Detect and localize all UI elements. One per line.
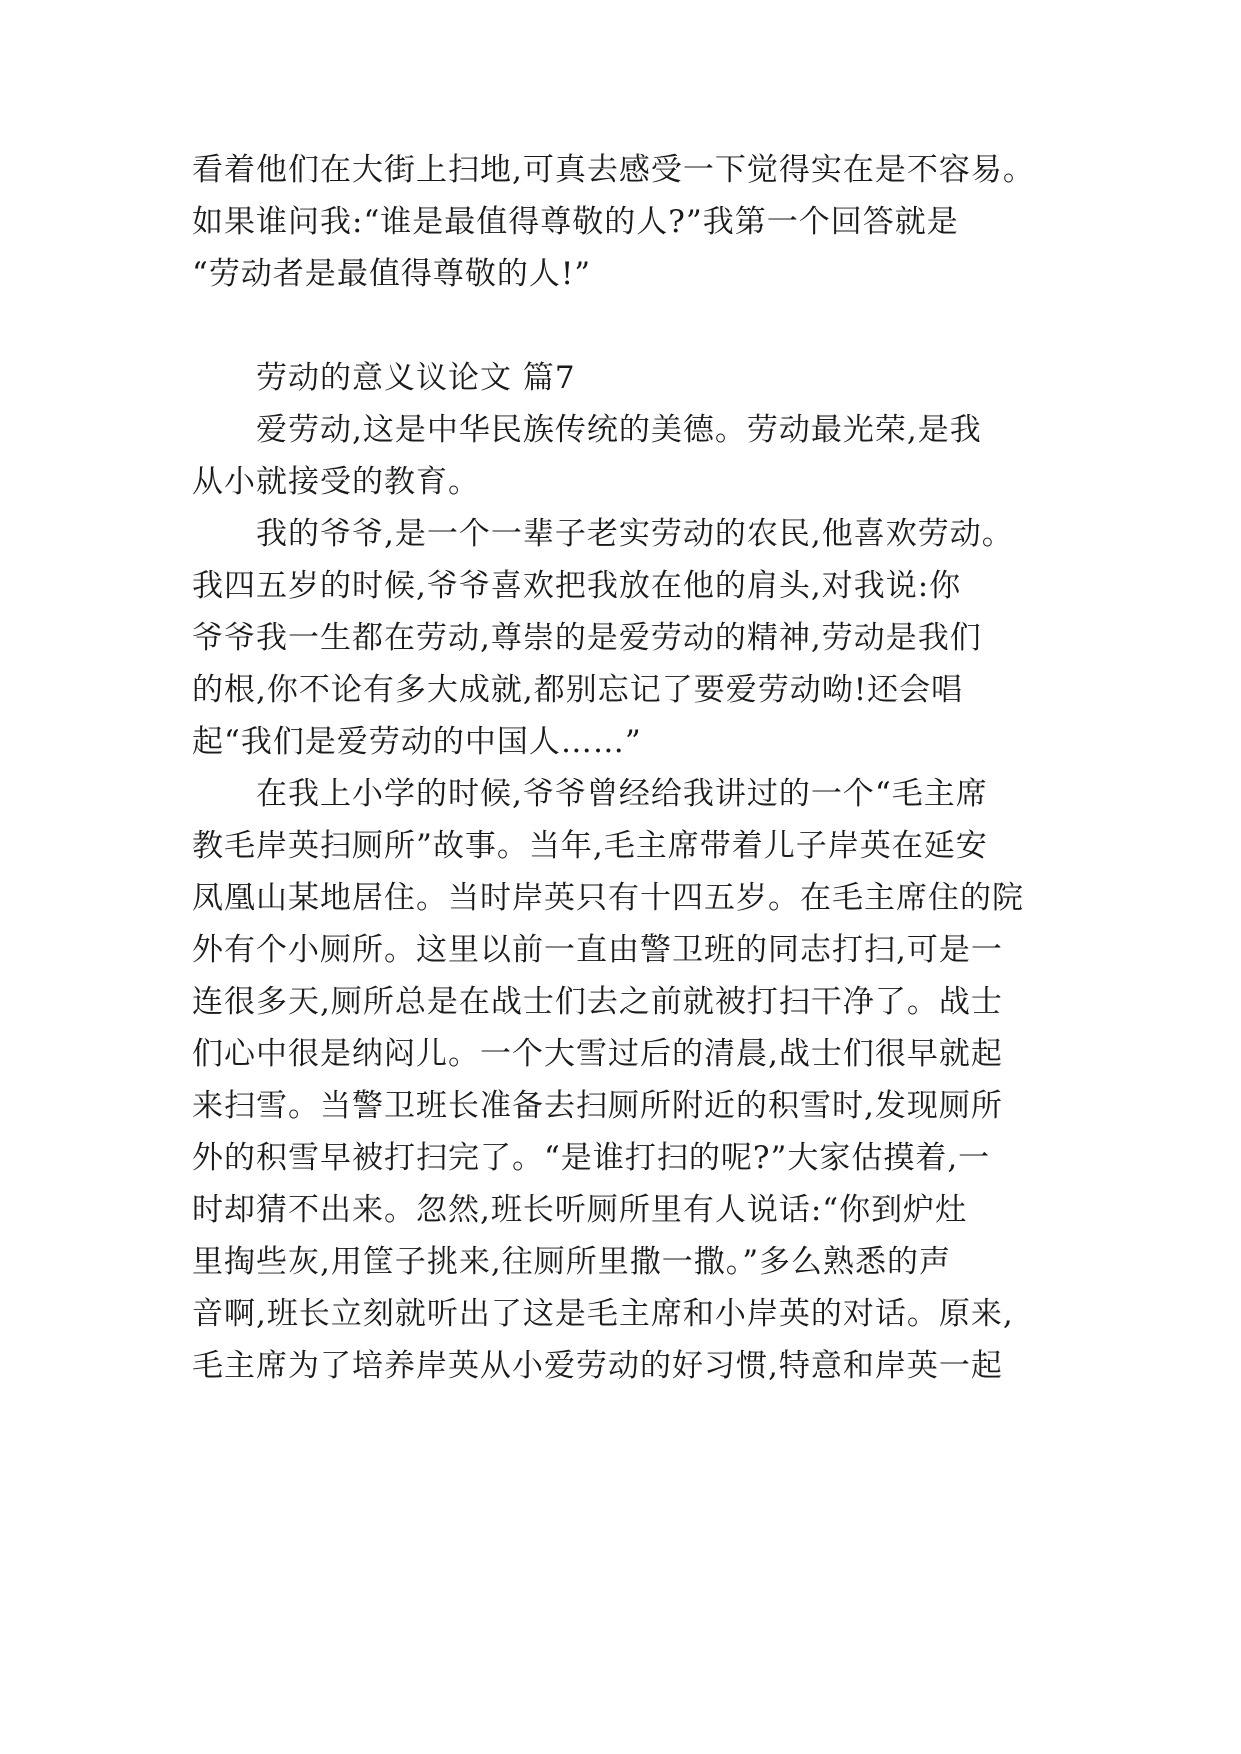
text-line: 我的爷爷,是一个一辈子老实劳动的农民,他喜欢劳动。 <box>256 516 1014 552</box>
text-line: 的根,你不论有多大成就,都别忘记了要爱劳动呦!还会唱 <box>192 672 964 708</box>
text-line: 如果谁问我:“谁是最值得尊敬的人?”我第一个回答就是 <box>192 204 959 240</box>
text-line: 外有个小厕所。这里以前一直由警卫班的同志打扫,可是一 <box>192 932 1003 968</box>
text-line: “劳动者是最值得尊敬的人!” <box>192 256 592 292</box>
text-line: 外的积雪早被打扫完了。“是谁打扫的呢?”大家估摸着,一 <box>192 1140 991 1176</box>
text-line: 里掏些灰,用筐子挑来,往厕所里撒一撒。”多么熟悉的声 <box>192 1244 952 1280</box>
text-line: 连很多天,厕所总是在战士们去之前就被打扫干净了。战士 <box>192 984 1003 1020</box>
text-line: 爷爷我一生都在劳动,尊崇的是爱劳动的精神,劳动是我们 <box>192 620 982 656</box>
text-line: 在我上小学的时候,爷爷曾经给我讲过的一个“毛主席 <box>256 776 988 812</box>
text-line: 凤凰山某地居住。当时岸英只有十四五岁。在毛主席住的院 <box>192 880 1024 916</box>
text-line: 音啊,班长立刻就听出了这是毛主席和小岸英的对话。原来, <box>192 1296 1014 1332</box>
text-line: 来扫雪。当警卫班长准备去扫厕所附近的积雪时,发现厕所 <box>192 1088 1003 1124</box>
text-line: 起“我们是爱劳动的中国人……” <box>192 724 642 760</box>
text-line: 教毛岸英扫厕所”故事。当年,毛主席带着儿子岸英在延安 <box>192 828 988 864</box>
text-line: 从小就接受的教育。 <box>192 464 480 500</box>
text-line: 毛主席为了培养岸英从小爱劳动的好习惯,特意和岸英一起 <box>192 1348 1003 1384</box>
text-line: 我四五岁的时候,爷爷喜欢把我放在他的肩头,对我说:你 <box>192 568 962 604</box>
text-line: 们心中很是纳闷儿。一个大雪过后的清晨,战士们很早就起 <box>192 1036 1003 1072</box>
text-line: 看着他们在大街上扫地,可真去感受一下觉得实在是不容易。 <box>192 152 1035 188</box>
section-heading: 劳动的意义议论文 篇7 <box>256 360 576 396</box>
text-line: 时却猜不出来。忽然,班长听厕所里有人说话:“你到炉灶 <box>192 1192 968 1228</box>
text-line: 爱劳动,这是中华民族传统的美德。劳动最光荣,是我 <box>256 412 982 448</box>
